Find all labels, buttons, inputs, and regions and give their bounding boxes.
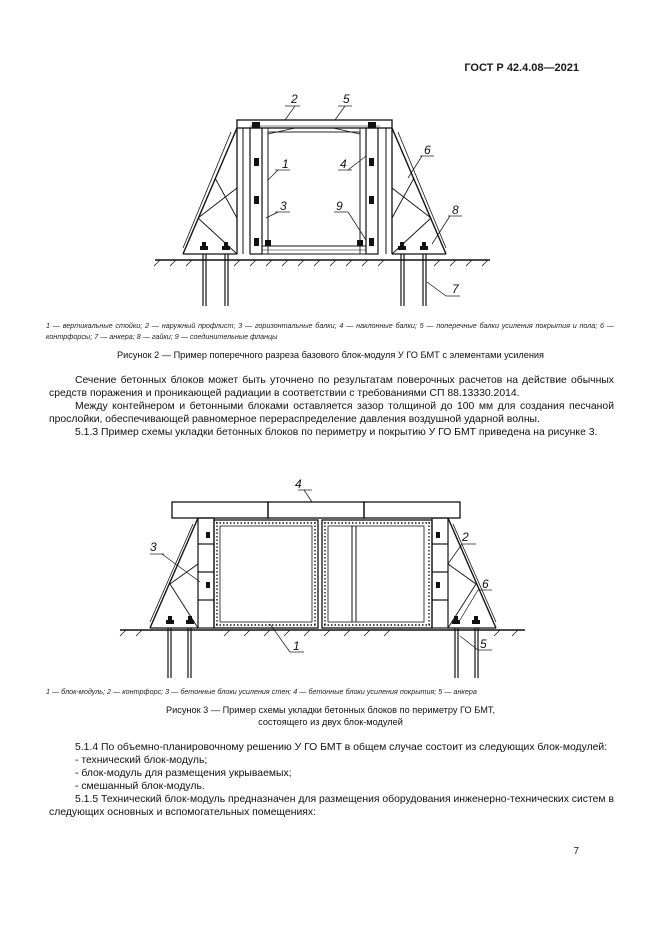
paragraph: Сечение бетонных блоков может быть уточнено по результатам поверочных расчетов на действие обычных средств поражения и проникающей радиации в соответствии с требованиями СП 88.13330.2014. [49,375,614,399]
fig2-label-4: 4 [340,157,347,171]
fig2-label-6: 6 [424,143,431,157]
block-layout-diagram [0,472,661,682]
paragraph: 5.1.4 По объемно-планировочному решению У ГО БМТ в общем случае состоит из следующих блок-модулей: [75,742,608,753]
fig2-label-1: 1 [282,157,289,171]
paragraph: Между контейнером и бетонными блоками оставляется зазор толщиной до 100 мм для создания песчаной прослойки, обеспечивающей равномерное перераспределение давления воздушной ударной волны. [49,401,614,425]
fig3-label-1: 1 [293,639,300,653]
list-item: - технический блок-модуль; [75,755,208,766]
paragraph: 5.1.5 Технический блок-модуль предназначен для размещения оборудования инженерно-технических систем в следующих основных и вспомогательных помещениях: [49,794,614,818]
fig2-label-3: 3 [280,199,287,213]
figure-2-caption: Рисунок 2 — Пример поперечного разреза базового блок-модуля У ГО БМТ с элементами усиления [116,350,545,360]
paragraph: 5.1.3 Пример схемы укладки бетонных блоков по периметру и покрытию У ГО БМТ приведена на рисунке 3. [75,427,598,438]
fig3-label-5: 5 [480,637,487,651]
fig3-label-2: 2 [462,530,469,544]
document-code: ГОСТ Р 42.4.08—2021 [464,62,579,74]
figure-2-legend: 1 — вертикальные стойки; 2 — наружный профлист; 3 — горизонтальные балки; 4 — наклонные балки; 5 — поперечные балки усиления покрытия и пола; 6 — контрфорсы; 7 — анкера; 8 — гайки; 9 — соединительные фланцы [46,321,614,341]
fig2-label-2: 2 [291,92,298,106]
figure-3-caption-line2: состоящего из двух блок-модулей [258,717,403,727]
body-text-block-2 [49,741,614,819]
fig3-label-4: 4 [295,477,302,491]
body-text-block-1 [49,374,614,439]
figure-3-drawing [0,472,661,682]
fig2-label-8: 8 [452,203,459,217]
figure-3-caption-line1: Рисунок 3 — Пример схемы укладки бетонных блоков по периметру ГО БМТ, [165,705,496,715]
fig2-label-7: 7 [452,282,459,296]
page-number: 7 [573,846,579,857]
fig2-label-5: 5 [343,92,350,106]
list-item: - блок-модуль для размещения укрываемых; [75,768,292,779]
fig2-label-9: 9 [336,199,343,213]
list-item: - смешанный блок-модуль. [75,781,205,792]
figure-2-drawing [0,88,661,313]
figure-3-legend: 1 — блок-модуль; 2 — контрфорс; 3 — бетонные блоки усиления стен; 4 — бетонные блоки усиления покрытия; 5 — анкера [46,687,477,696]
fig3-label-6: 6 [482,577,489,591]
fig3-label-3: 3 [150,540,157,554]
cross-section-diagram [0,88,661,313]
